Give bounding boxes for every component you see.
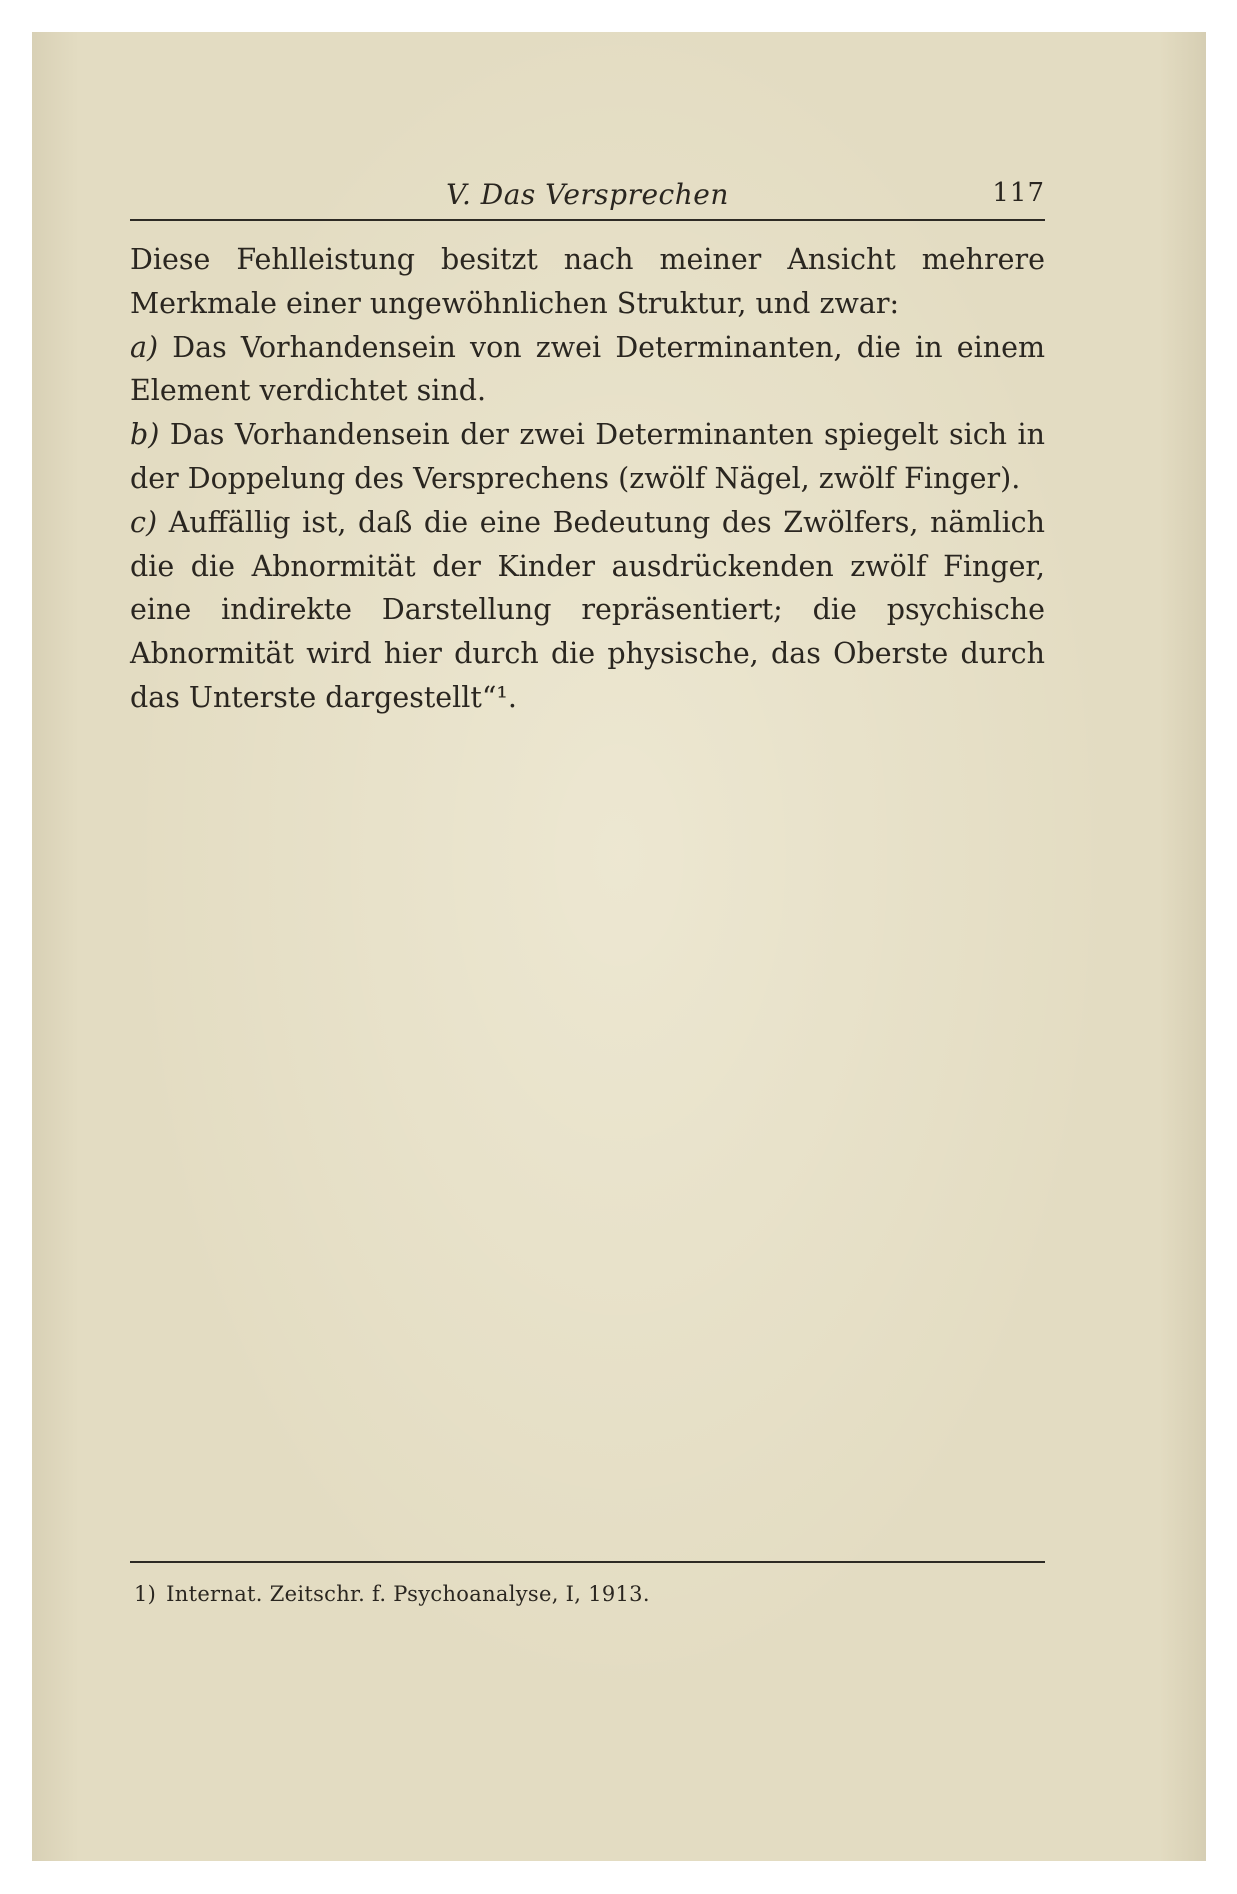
running-head <box>130 178 1045 218</box>
list-item-a-text: Das Vorhandensein von zwei Determinanten, die in einem Element verdichtet sind. <box>130 330 1045 408</box>
list-item-a <box>130 326 1045 414</box>
page-number: 117 <box>992 178 1045 208</box>
list-item-c-text: Auffällig ist, daß die eine Bedeutung des Zwölfers, nämlich die die Abnormität der Kinder ausdrückenden zwölf Finger, eine indirekte Darstellung repräsentiert; die psychische Abnormität wird hier durch die physische, das Oberste durch das Unterste dargestellt“¹. <box>130 505 1045 714</box>
footnote-text: Internat. Zeitschr. f. Psychoanalyse, I, 1913. <box>166 1582 650 1606</box>
list-item-b-letter: b) <box>130 418 160 452</box>
paragraph-intro-text: Diese Fehlleistung besitzt nach meiner Ansicht mehrere Merkmale einer ungewöhnlichen Struktur, und zwar: <box>130 243 1045 320</box>
list-item-b-text: Das Vorhandensein der zwei Determinanten spiegelt sich in der Doppelung des Versprechens (zwölf Nägel, zwölf Finger). <box>130 418 1045 495</box>
list-item-b <box>130 413 1045 501</box>
running-title: V. Das Versprechen <box>446 178 729 211</box>
footnote-marker: 1) <box>134 1582 157 1606</box>
list-item-c <box>130 501 1045 720</box>
header-rule <box>130 219 1045 221</box>
body-text <box>130 238 1045 720</box>
footnote-rule <box>130 1561 1045 1563</box>
list-item-a-letter: a) <box>130 330 159 364</box>
paragraph-intro <box>130 238 1045 326</box>
list-item-c-letter: c) <box>130 505 158 539</box>
footnote <box>134 1582 650 1606</box>
